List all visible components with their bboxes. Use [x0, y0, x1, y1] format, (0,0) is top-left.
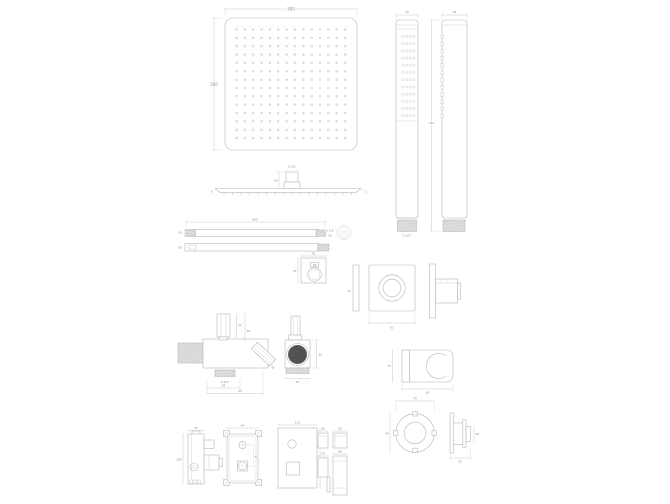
hand-shower-body-side	[442, 20, 467, 218]
valve-side-view	[176, 426, 222, 484]
outlet-holder-side-view	[178, 314, 276, 395]
dim-arm-end-dia: 30	[328, 233, 332, 238]
thread-label-arm: G 1/2"	[325, 228, 335, 233]
arm-top-view	[185, 230, 318, 237]
dim-clip-depth: 37	[387, 364, 391, 368]
dim-hs-length: 254	[428, 121, 435, 125]
dim-elbow-plate-depth: 31	[347, 289, 351, 293]
hand-shower-side-view	[429, 10, 467, 231]
head-plate-profile	[215, 189, 361, 193]
outlet-stem	[217, 314, 230, 337]
shower-arm-views	[178, 218, 351, 252]
nozzle-row-head-side	[224, 193, 352, 195]
dim-connector-height: 40	[273, 178, 278, 183]
arm-outlet-nut-top	[316, 230, 326, 236]
dim-elbow-width: 61	[390, 325, 394, 330]
escutcheon-side-knob	[466, 426, 471, 441]
valve-side-cartridge	[204, 455, 219, 470]
wall-section-hatch	[178, 343, 203, 363]
dim-arm-end-width: 24	[178, 230, 182, 235]
dim-cone-len: 20	[270, 364, 276, 370]
arm-wall-end-top	[187, 231, 196, 236]
head-connector-base	[284, 182, 300, 189]
dim-valve-center-gap: 40	[254, 454, 259, 459]
dim-union-width: 55	[311, 251, 316, 256]
dim-knob-dia: 28	[475, 432, 480, 436]
valve-side-upper-union	[204, 440, 214, 449]
dim-union-height: 55	[292, 269, 297, 273]
escutcheon-front-view	[385, 397, 436, 453]
dim-part3: 24	[321, 451, 325, 456]
elbow-plate-edge	[353, 265, 359, 311]
dim-outlet-front-height: 28	[318, 352, 323, 357]
dim-part2: 30	[338, 426, 342, 431]
part3-rod	[327, 477, 330, 492]
outlet-front-base-hatch	[286, 368, 309, 374]
outlet-front-seal	[288, 345, 306, 363]
dim-outlet-front-width: 30	[295, 379, 300, 384]
dim-head-height: 300	[210, 82, 218, 87]
hand-shower-hose-nut-side	[443, 220, 465, 232]
dim-outlet-width-outer: 95	[238, 389, 242, 394]
dim-outlet-width-inner: 84	[221, 383, 226, 388]
arm-side-view	[185, 244, 318, 252]
dim-arm-length: 400	[252, 217, 258, 222]
dim-valve-top: 45	[194, 426, 198, 430]
part3	[318, 458, 328, 477]
dim-edge-right: 2	[365, 189, 368, 194]
wall-elbow-side-view	[430, 264, 461, 318]
dim-stem-dia: 22	[238, 323, 242, 327]
dim-head-width: 300	[287, 6, 295, 12]
hand-shower-hose-nut-front	[398, 220, 417, 232]
dim-valve-depth: 100	[176, 457, 182, 462]
head-connector-top	[286, 172, 298, 182]
elbow-faceplate	[369, 265, 415, 311]
dim-stem-height: 28	[246, 329, 251, 333]
thread-label-hand-shower: G 1/2"	[402, 233, 412, 238]
outlet-thread-hatch	[215, 370, 235, 377]
escutcheon-side-body	[454, 423, 463, 445]
elbow-side-body	[436, 279, 458, 303]
dim-escutcheon-inner: 40	[384, 431, 389, 436]
dim-union-inner: 26	[312, 263, 317, 267]
part4	[333, 456, 347, 495]
dim-escutcheon-depth: 20	[458, 459, 463, 464]
arm-inlet-bore	[190, 244, 196, 250]
rain-head-front-view	[210, 7, 357, 150]
escutcheon-side-view	[450, 413, 479, 464]
valve-plate	[278, 428, 317, 488]
valve-body-front-view	[224, 424, 262, 486]
small-parts-views	[318, 427, 347, 495]
outlet-front-neck	[289, 335, 302, 340]
part1	[318, 433, 328, 448]
hand-shower-front-view	[396, 10, 418, 237]
notch-bottom	[413, 448, 417, 452]
elbow-side-plate	[430, 264, 436, 318]
dim-arm-inlet-dia: 26	[178, 245, 182, 250]
dim-hs-side-width: 26	[452, 10, 457, 15]
dim-clip-width: 50	[425, 390, 430, 395]
arm-end-view-bore	[342, 231, 346, 235]
rain-head-side-view	[211, 165, 368, 196]
valve-plate-view	[278, 421, 327, 488]
union-detail-view	[293, 252, 326, 283]
valve-side-body	[188, 434, 204, 484]
dim-escutcheon-dia: 70	[413, 396, 417, 401]
dim-hs-front-width: 30	[405, 10, 409, 15]
dim-part1: 26	[321, 426, 325, 431]
clip-wall-plate	[402, 350, 410, 382]
thread-label-head: G 1/2"	[287, 164, 297, 169]
escutcheon-side-disc	[463, 420, 466, 448]
dim-plate-width: 110	[294, 420, 301, 425]
notch-left	[394, 431, 398, 435]
wall-elbow-front-view	[347, 265, 415, 330]
dim-part4: 48	[338, 449, 342, 454]
valve-side-spindle	[219, 459, 223, 467]
outlet-holder-front-view	[285, 316, 322, 384]
escutcheon-disc	[396, 414, 435, 453]
holder-clip-side-view	[387, 350, 453, 395]
elbow-side-step	[458, 283, 461, 299]
outlet-stem-neck	[220, 337, 228, 340]
outlet-front-stem	[291, 316, 300, 335]
arm-outlet-nut-side	[318, 244, 329, 251]
escutcheon-side-plate	[450, 413, 454, 453]
thread-label-outlet: G 1/2"	[220, 380, 230, 384]
dim-valve-body-width: 64	[240, 423, 245, 428]
dim-edge-left: 3	[210, 189, 213, 194]
notch-right	[432, 431, 436, 435]
union-plate	[301, 258, 326, 283]
notch-top	[413, 412, 417, 416]
